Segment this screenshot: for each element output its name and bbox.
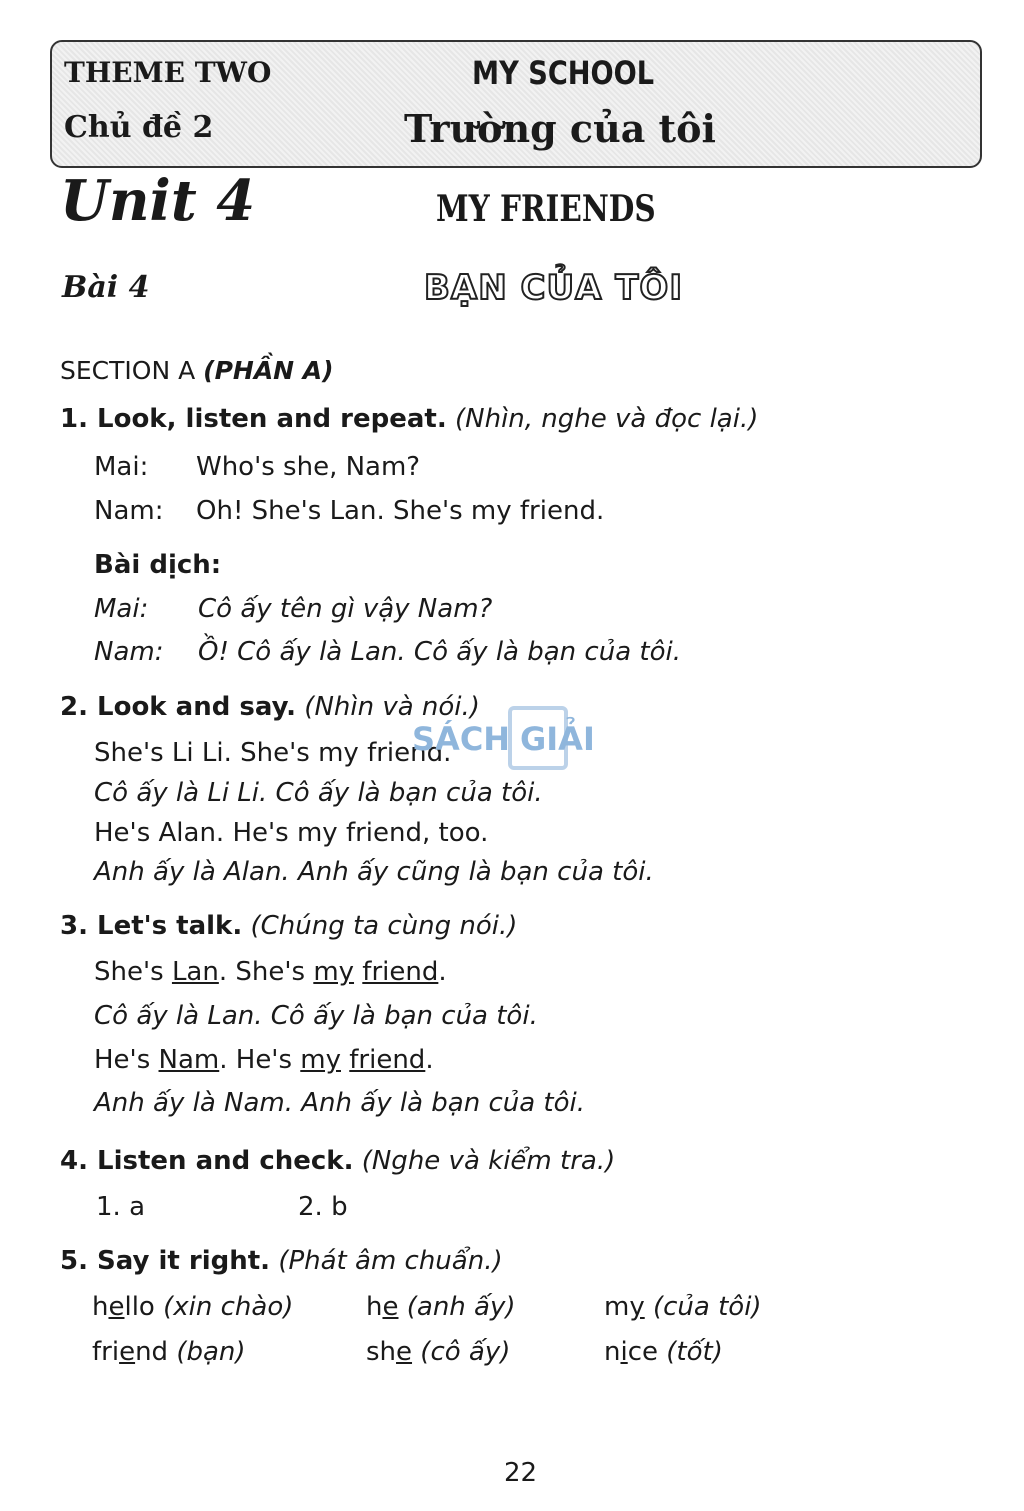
underlined-letter: i xyxy=(620,1337,628,1367)
word-meaning: (tốt) xyxy=(666,1337,723,1367)
underlined-word: Lan xyxy=(171,957,219,987)
word-meaning: (anh ấy) xyxy=(406,1292,516,1322)
exercise-4-title-vi: (Nghe và kiểm tra.) xyxy=(361,1146,616,1176)
unit-title-en: MY FRIENDS xyxy=(436,188,656,230)
dialogue-line xyxy=(94,496,605,526)
theme-header xyxy=(50,40,982,168)
underlined-letter: e xyxy=(108,1292,125,1322)
sentence: She's Lan. She's my friend. xyxy=(94,957,447,987)
sentence: She's Li Li. She's my friend. xyxy=(94,738,452,768)
utterance: Who's she, Nam? xyxy=(196,452,421,482)
exercise-5-title: 5. Say it right. xyxy=(60,1246,271,1276)
word-meaning: (cô ấy) xyxy=(420,1337,511,1367)
section-label: SECTION A xyxy=(60,356,196,385)
watermark-text: GIẢI xyxy=(520,720,595,758)
pronunciation-word: friend (bạn) xyxy=(92,1337,246,1367)
dialogue-line xyxy=(94,452,421,482)
pronunciation-word: she (cô ấy) xyxy=(366,1337,511,1367)
pronunciation-word: he (anh ấy) xyxy=(366,1292,516,1322)
underlined-word: my xyxy=(300,1045,341,1075)
sentence: He's Alan. He's my friend, too. xyxy=(94,818,489,848)
underlined-letter: e xyxy=(396,1337,413,1367)
lesson-label-vi: Bài 4 xyxy=(62,270,150,305)
speaker: Nam: xyxy=(94,637,164,667)
unit-label: Unit 4 xyxy=(60,168,256,234)
pronunciation-word: my (của tôi) xyxy=(604,1292,762,1322)
exercise-1-title-vi: (Nhìn, nghe và đọc lại.) xyxy=(455,404,759,434)
translation-label: Bài dịch: xyxy=(94,550,222,580)
theme-label-vi: Chủ đề 2 xyxy=(64,110,214,145)
section-label-vi: (PHẦN A) xyxy=(203,356,334,385)
sentence: He's Nam. He's my friend. xyxy=(94,1045,434,1075)
underlined-letter: y xyxy=(629,1292,645,1322)
translation-line xyxy=(94,594,493,624)
watermark-logo xyxy=(412,712,642,802)
translation-line xyxy=(94,637,681,667)
watermark-text: SÁCH xyxy=(412,720,511,758)
underlined-word: friend xyxy=(362,957,439,987)
exercise-3-title-vi: (Chúng ta cùng nói.) xyxy=(250,911,518,941)
word-meaning: (bạn) xyxy=(176,1337,246,1367)
pronunciation-word: hello (xin chào) xyxy=(92,1292,294,1322)
speaker: Mai: xyxy=(94,452,149,482)
sentence-translation: Anh ấy là Nam. Anh ấy là bạn của tôi. xyxy=(94,1088,586,1118)
sentence-translation: Anh ấy là Alan. Anh ấy cũng là bạn của tôi. xyxy=(94,857,654,887)
underlined-word: my xyxy=(313,957,355,987)
answer: 2. b xyxy=(298,1192,348,1222)
sentence-translation: Cô ấy là Lan. Cô ấy là bạn của tôi. xyxy=(94,1001,538,1031)
utterance: Cô ấy tên gì vậy Nam? xyxy=(198,594,493,624)
exercise-5-title-vi: (Phát âm chuẩn.) xyxy=(278,1246,503,1276)
utterance: Ồ! Cô ấy là Lan. Cô ấy là bạn của tôi. xyxy=(198,637,681,667)
exercise-3-title: 3. Let's talk. xyxy=(60,911,243,941)
exercise-5-heading xyxy=(60,1246,503,1276)
pronunciation-word: nice (tốt) xyxy=(604,1337,723,1367)
section-heading xyxy=(60,356,334,385)
underlined-word: friend xyxy=(349,1045,426,1075)
speaker: Nam: xyxy=(94,496,164,526)
theme-title-en: MY SCHOOL xyxy=(472,54,655,92)
answer: 1. a xyxy=(96,1192,146,1222)
exercise-3-heading xyxy=(60,911,517,941)
sentence-translation: Cô ấy là Li Li. Cô ấy là bạn của tôi. xyxy=(94,778,543,808)
word-meaning: (của tôi) xyxy=(652,1292,762,1322)
theme-title-vi: Trường của tôi xyxy=(404,106,716,151)
utterance: Oh! She's Lan. She's my friend. xyxy=(196,496,605,526)
underlined-word: Nam xyxy=(158,1045,220,1075)
exercise-1-heading xyxy=(60,404,758,434)
speaker: Mai: xyxy=(94,594,149,624)
underlined-letter: e xyxy=(119,1337,136,1367)
word-meaning: (xin chào) xyxy=(163,1292,294,1322)
page-number: 22 xyxy=(504,1458,538,1488)
unit-title-vi: BẠN CỦA TÔI xyxy=(424,268,683,308)
exercise-4-title: 4. Listen and check. xyxy=(60,1146,354,1176)
exercise-4-heading xyxy=(60,1146,615,1176)
theme-label-en: THEME TWO xyxy=(64,56,272,89)
underlined-letter: e xyxy=(382,1292,399,1322)
exercise-2-title: 2. Look and say. xyxy=(60,692,297,722)
exercise-1-title: 1. Look, listen and repeat. xyxy=(60,404,447,434)
exercise-2-title-vi: (Nhìn và nói.) xyxy=(304,692,480,722)
